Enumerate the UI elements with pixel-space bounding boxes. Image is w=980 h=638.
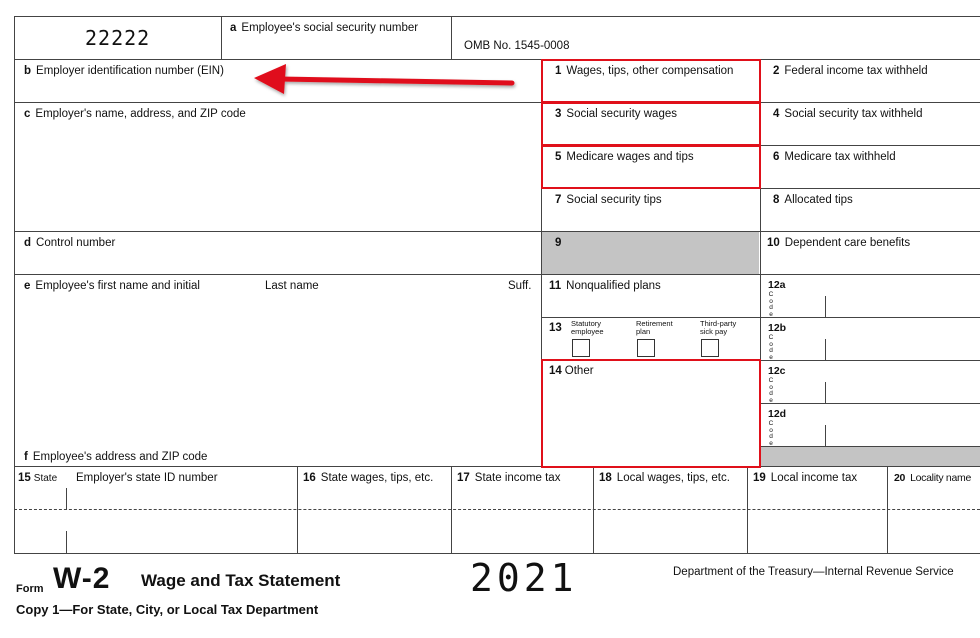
box-12d[interactable]: 12d (768, 408, 787, 420)
third-party-sick-pay-checkbox[interactable] (701, 339, 719, 357)
box-13: 13 (549, 322, 562, 334)
box-12d-shade (760, 446, 980, 466)
form-name: W-2 (53, 562, 111, 595)
box-e[interactable]: e Employee's first name and initial (24, 280, 200, 292)
third-party-sick-pay-label: Third-party sick pay (700, 319, 737, 336)
box-9: 9 (555, 237, 562, 249)
box-16[interactable]: 16 State wages, tips, etc. (303, 472, 434, 484)
tax-year: 2021 (470, 556, 578, 600)
highlight-box-3 (541, 102, 761, 146)
arrow-icon (250, 60, 520, 100)
box-e-last-name: Last name (265, 280, 319, 292)
statutory-employee-checkbox[interactable] (572, 339, 590, 357)
box-f[interactable]: f Employee's address and ZIP code (24, 451, 208, 463)
omb-number: OMB No. 1545-0008 (464, 40, 570, 52)
code-label-12a: Code (768, 291, 774, 318)
box-2[interactable]: 2 Federal income tax withheld (773, 65, 928, 77)
form-prefix: Form (16, 583, 44, 595)
box-12a[interactable]: 12a (768, 279, 786, 291)
box-20[interactable]: 20 Locality name (894, 472, 971, 484)
retirement-plan-checkbox[interactable] (637, 339, 655, 357)
box-4[interactable]: 4 Social security tax withheld (773, 108, 923, 120)
statutory-employee-label: Statutory employee (571, 319, 604, 336)
department-text: Department of the Treasury—Internal Revenue Service (673, 566, 954, 578)
box-7[interactable]: 7 Social security tips (555, 194, 662, 206)
highlight-box-14 (541, 359, 761, 468)
box-8[interactable]: 8 Allocated tips (773, 194, 853, 206)
box-d[interactable]: d Control number (24, 237, 116, 249)
box-b[interactable]: b Employer identification number (EIN) (24, 65, 224, 77)
box-17[interactable]: 17 State income tax (457, 472, 561, 484)
box-9-shade (541, 232, 759, 274)
box-18[interactable]: 18 Local wages, tips, etc. (599, 472, 730, 484)
box-6[interactable]: 6 Medicare tax withheld (773, 151, 896, 163)
highlight-box-1 (541, 59, 761, 103)
code-label-12b: Code (768, 334, 774, 361)
box-5[interactable]: 5 Medicare wages and tips (555, 151, 694, 163)
form-title: Wage and Tax Statement (141, 571, 341, 590)
box-19[interactable]: 19 Local income tax (753, 472, 858, 484)
box-1[interactable]: 1 Wages, tips, other compensation (555, 65, 734, 77)
box-15[interactable]: 15 State (18, 472, 58, 484)
retirement-plan-label: Retirement plan (636, 319, 673, 336)
code-label-12c: Code (768, 377, 774, 404)
box-a[interactable]: a Employee's social security number (230, 22, 419, 34)
box-3[interactable]: 3 Social security wages (555, 108, 677, 120)
copy-text: Copy 1—For State, City, or Local Tax Department (16, 602, 319, 617)
highlight-box-5 (541, 145, 761, 189)
code-label-12d: Code (768, 420, 774, 447)
box-11[interactable]: 11 Nonqualified plans (549, 280, 661, 292)
box-12b[interactable]: 12b (768, 322, 787, 334)
box-15-employer-state-id: Employer's state ID number (76, 472, 218, 484)
form-control-number: 22222 (85, 26, 151, 50)
box-14[interactable]: 14 Other (549, 365, 594, 377)
box-10[interactable]: 10 Dependent care benefits (767, 237, 911, 249)
box-e-suffix: Suff. (508, 280, 532, 292)
box-c[interactable]: c Employer's name, address, and ZIP code (24, 108, 246, 120)
box-12c[interactable]: 12c (768, 365, 786, 377)
